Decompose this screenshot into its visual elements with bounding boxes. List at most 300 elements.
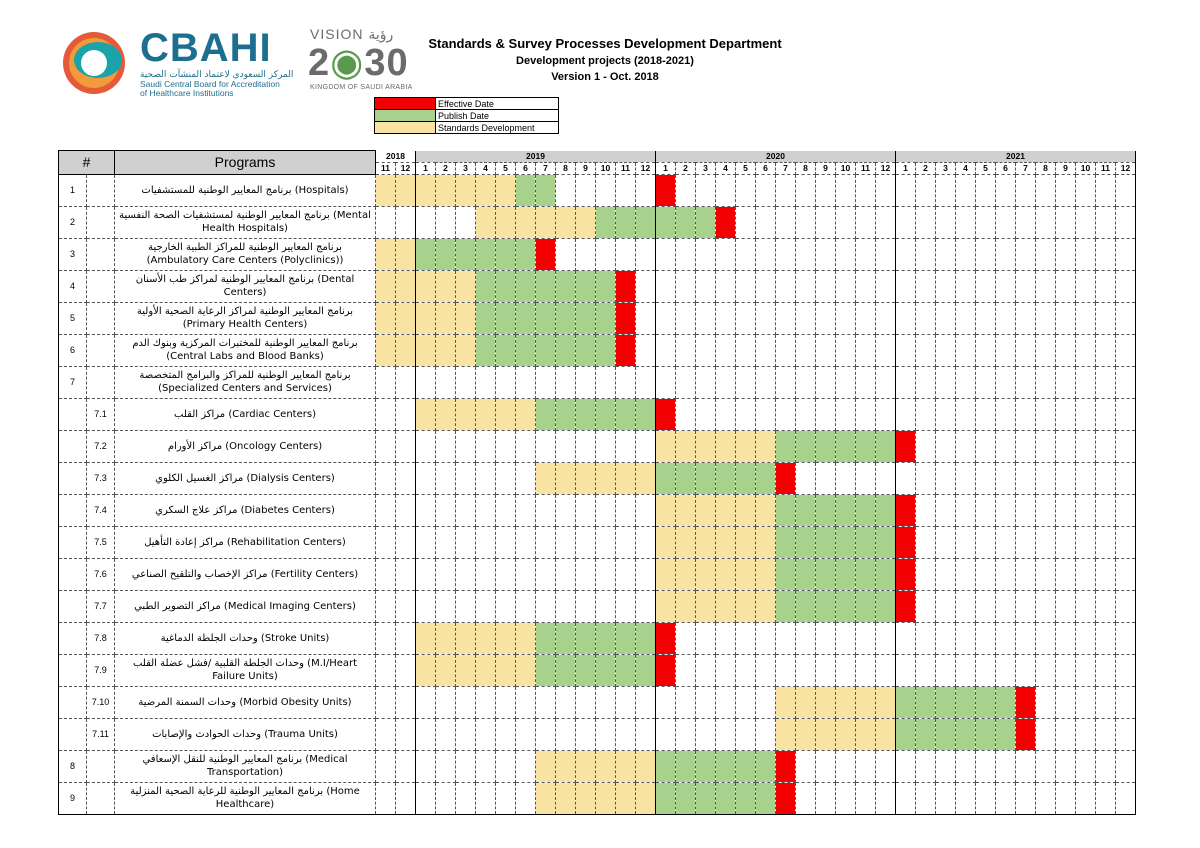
month-cell [976,174,996,206]
month-cell [656,302,676,334]
row-number [59,526,87,558]
month-cell [616,174,636,206]
month-cell [376,654,396,686]
month-cell [436,206,456,238]
month-cell [956,334,976,366]
program-name-line: (Central Labs and Blood Banks) [166,351,324,362]
publish-date-cell [816,590,836,622]
month-cell [416,462,436,494]
month-cell [996,366,1016,398]
month-cell [676,270,696,302]
month-cell [416,430,436,462]
month-cell [1096,430,1116,462]
month-cell [536,686,556,718]
month-header: 12 [876,162,896,174]
month-cell [876,206,896,238]
month-cell [896,206,916,238]
month-cell [1016,270,1036,302]
publish-date-cell [476,270,496,302]
publish-date-cell [996,686,1016,718]
effective-date-cell [776,462,796,494]
month-cell [1016,462,1036,494]
effective-date-cell [656,654,676,686]
month-cell [1116,558,1136,590]
month-cell [996,622,1016,654]
month-cell [1056,558,1076,590]
month-cell [716,366,736,398]
month-cell [716,654,736,686]
month-cell [836,462,856,494]
program-name-line: Failure Units) [212,671,278,682]
cbahi-english-name: Saudi Central Board for Accreditation of Healthcare Institutions [140,79,280,98]
standards-development-cell [636,462,656,494]
month-cell [376,590,396,622]
standards-development-cell [676,558,696,590]
program-row [59,366,1136,398]
publish-date-cell [536,398,556,430]
month-cell [1016,238,1036,270]
month-cell [996,206,1016,238]
standards-development-cell [476,622,496,654]
month-cell [536,718,556,750]
month-cell [1116,590,1136,622]
standards-development-cell [456,622,476,654]
row-subnumber [87,334,115,366]
vision-2030-logo [308,26,423,100]
row-subnumber [87,270,115,302]
program-name-line: Health Hospitals) [202,223,288,234]
month-cell [796,302,816,334]
month-cell [556,590,576,622]
month-cell [1096,398,1116,430]
row-subnumber [87,302,115,334]
month-cell [496,430,516,462]
month-cell [616,494,636,526]
program-row [59,526,1136,558]
month-cell [1076,718,1096,750]
standards-development-cell [596,782,616,814]
publish-date-cell [556,302,576,334]
publish-date-cell [916,686,936,718]
month-cell [776,302,796,334]
program-row [59,622,1136,654]
month-cell [376,686,396,718]
month-header: 11 [616,162,636,174]
cbahi-logo [58,26,294,98]
month-cell [376,622,396,654]
month-cell [816,398,836,430]
program-name-line: برنامج المعايير الوطنية للمختبرات المركزية وبنوك الدم [132,338,358,349]
legend [374,97,559,134]
month-cell [1116,782,1136,814]
month-cell [696,654,716,686]
month-cell [456,494,476,526]
month-cell [936,430,956,462]
month-cell [1036,206,1056,238]
publish-date-cell [936,718,956,750]
month-cell [476,558,496,590]
month-cell [936,462,956,494]
month-cell [1016,622,1036,654]
month-cell [1116,270,1136,302]
month-cell [496,590,516,622]
month-cell [876,654,896,686]
month-cell [396,590,416,622]
standards-development-cell [476,174,496,206]
month-cell [1056,750,1076,782]
month-cell [456,366,476,398]
month-header: 11 [856,162,876,174]
month-cell [896,462,916,494]
month-header: 6 [756,162,776,174]
publish-date-cell [536,654,556,686]
month-cell [476,718,496,750]
publish-date-cell [816,494,836,526]
month-cell [1116,366,1136,398]
publish-date-cell [856,526,876,558]
program-name-line: برنامج المعايير الوطنية لمستشفيات الصحة النفسية (Mental [119,210,371,221]
standards-development-cell [796,686,816,718]
program-name [115,398,376,430]
month-cell [476,526,496,558]
month-cell [616,590,636,622]
month-cell [996,462,1016,494]
publish-date-cell [836,494,856,526]
standards-development-cell [676,430,696,462]
program-name [115,238,376,270]
month-cell [476,590,496,622]
publish-date-cell [596,398,616,430]
standards-development-cell [636,782,656,814]
program-name-line: وحدات الجلطة الدماغية (Stroke Units) [160,632,330,644]
month-header: 1 [656,162,676,174]
month-cell [376,398,396,430]
month-cell [516,366,536,398]
publish-date-cell [676,462,696,494]
year-header: 2021 [896,151,1136,163]
row-number [59,654,87,686]
month-cell [916,398,936,430]
publish-date-cell [896,718,916,750]
program-name [115,782,376,814]
standards-development-cell [756,558,776,590]
month-cell [1096,590,1116,622]
month-cell [596,430,616,462]
month-cell [576,526,596,558]
month-header: 10 [596,162,616,174]
month-cell [856,462,876,494]
row-subnumber: 7.7 [87,590,115,622]
month-cell [776,398,796,430]
month-cell [1056,174,1076,206]
gantt-table [58,150,1136,815]
month-header: 2 [676,162,696,174]
month-cell [856,782,876,814]
standards-development-cell [496,174,516,206]
month-cell [716,398,736,430]
month-cell [1076,526,1096,558]
month-cell [1056,366,1076,398]
month-cell [396,526,416,558]
row-number: 5 [59,302,87,334]
month-cell [676,398,696,430]
month-cell [576,494,596,526]
standards-development-cell [636,750,656,782]
month-cell [996,174,1016,206]
month-cell [456,686,476,718]
month-cell [1036,782,1056,814]
month-cell [1096,238,1116,270]
month-cell [556,494,576,526]
month-cell [1036,430,1056,462]
month-cell [956,398,976,430]
month-cell [1116,430,1136,462]
month-cell [576,590,596,622]
month-cell [756,398,776,430]
month-cell [756,654,776,686]
month-cell [456,590,476,622]
month-cell [396,622,416,654]
effective-date-cell [616,334,636,366]
program-row [59,718,1136,750]
month-cell [1056,430,1076,462]
month-cell [936,558,956,590]
publish-date-cell [616,622,636,654]
publish-date-cell [476,302,496,334]
month-header: 5 [976,162,996,174]
standards-development-cell [776,686,796,718]
month-cell [1076,622,1096,654]
month-cell [936,654,956,686]
month-cell [1036,622,1056,654]
month-cell [696,622,716,654]
month-cell [1056,654,1076,686]
month-cell [476,782,496,814]
standards-development-cell [836,686,856,718]
month-cell [576,558,596,590]
page-title: Standards & Survey Processes Development Department [428,36,782,51]
gantt-body [59,174,1136,814]
month-cell [976,302,996,334]
publish-date-cell [796,558,816,590]
month-cell [1056,494,1076,526]
month-cell [556,238,576,270]
month-cell [736,398,756,430]
month-cell [1056,526,1076,558]
month-cell [496,718,516,750]
standards-development-cell [836,718,856,750]
standards-development-cell [736,590,756,622]
month-cell [556,430,576,462]
month-cell [416,558,436,590]
standards-development-cell [736,430,756,462]
row-number: 2 [59,206,87,238]
month-cell [716,334,736,366]
month-cell [836,782,856,814]
month-cell [1036,558,1056,590]
month-cell [436,750,456,782]
year-header-row [59,151,1136,163]
month-cell [816,334,836,366]
month-cell [816,366,836,398]
standards-development-cell [516,206,536,238]
publish-date-cell [976,686,996,718]
month-cell [436,718,456,750]
month-cell [676,174,696,206]
month-cell [736,270,756,302]
month-cell [876,270,896,302]
row-subnumber: 7.4 [87,494,115,526]
month-cell [636,270,656,302]
month-cell [1076,174,1096,206]
month-cell [756,622,776,654]
month-cell [876,174,896,206]
month-cell [1016,782,1036,814]
month-cell [1096,366,1116,398]
effective-date-cell [656,174,676,206]
month-cell [1036,462,1056,494]
month-cell [796,174,816,206]
month-cell [956,494,976,526]
month-cell [796,334,816,366]
standards-development-cell [416,654,436,686]
program-row [59,494,1136,526]
standards-development-cell [416,174,436,206]
standards-development-cell [736,558,756,590]
month-cell [676,366,696,398]
month-cell [736,334,756,366]
standards-development-cell [716,494,736,526]
month-cell [1116,654,1136,686]
program-name [115,302,376,334]
effective-date-cell [896,494,916,526]
month-cell [1076,238,1096,270]
month-cell [736,366,756,398]
publish-date-cell [916,718,936,750]
month-cell [756,686,776,718]
month-cell [956,590,976,622]
month-cell [976,750,996,782]
month-cell [1036,302,1056,334]
month-cell [396,206,416,238]
month-cell [996,590,1016,622]
month-cell [976,782,996,814]
month-cell [936,238,956,270]
month-cell [1116,494,1136,526]
program-name-line: Transportation) [206,767,284,778]
publish-date-cell [516,270,536,302]
publish-date-cell [876,558,896,590]
month-cell [1096,654,1116,686]
year-header: 2018 [376,151,416,163]
row-subnumber: 7.2 [87,430,115,462]
standards-development-cell [416,270,436,302]
month-cell [596,494,616,526]
month-header: 9 [1056,162,1076,174]
standards-development-cell [776,718,796,750]
month-cell [976,270,996,302]
program-row [59,174,1136,206]
month-cell [876,366,896,398]
program-name-line: (Primary Health Centers) [182,319,308,330]
publish-date-cell [656,462,676,494]
month-cell [1056,334,1076,366]
month-cell [696,174,716,206]
program-name-line: برنامج المعايير الوطنية للمراكز والبرامج المتخصصة [139,370,351,381]
month-cell [476,686,496,718]
program-name-line: Healthcare) [215,799,275,810]
month-cell [636,526,656,558]
month-cell [956,654,976,686]
month-cell [636,174,656,206]
month-cell [556,526,576,558]
month-cell [1036,654,1056,686]
standards-development-cell [716,430,736,462]
month-cell [836,270,856,302]
month-cell [1076,302,1096,334]
standards-development-cell [696,494,716,526]
row-number [59,590,87,622]
publish-date-cell [696,462,716,494]
month-cell [676,334,696,366]
month-cell [496,366,516,398]
month-cell [1096,494,1116,526]
publish-date-cell [856,494,876,526]
month-cell [976,238,996,270]
month-cell [916,270,936,302]
month-cell [596,174,616,206]
month-cell [796,366,816,398]
effective-date-cell [896,558,916,590]
month-cell [716,174,736,206]
row-subnumber: 7.3 [87,462,115,494]
publish-date-cell [956,718,976,750]
month-cell [796,782,816,814]
vision-year: 2◉30 [308,42,409,84]
row-number: 3 [59,238,87,270]
month-cell [776,270,796,302]
standards-development-cell [396,238,416,270]
month-cell [376,782,396,814]
standards-development-cell [716,558,736,590]
month-cell [856,750,876,782]
month-cell [816,654,836,686]
month-cell [436,526,456,558]
month-header: 5 [496,162,516,174]
month-header: 9 [576,162,596,174]
month-cell [816,750,836,782]
publish-date-cell [416,238,436,270]
month-cell [456,462,476,494]
month-cell [676,622,696,654]
month-header: 8 [556,162,576,174]
month-cell [936,622,956,654]
month-header: 12 [1116,162,1136,174]
standards-development-cell [496,654,516,686]
month-cell [1016,366,1036,398]
standards-development-cell [676,494,696,526]
month-cell [1096,782,1116,814]
month-cell [996,782,1016,814]
row-number [59,494,87,526]
month-cell [1036,366,1056,398]
publish-date-cell [816,526,836,558]
month-cell [516,462,536,494]
month-cell [1076,494,1096,526]
standards-development-cell [756,590,776,622]
legend-item [375,110,559,122]
row-number [59,718,87,750]
